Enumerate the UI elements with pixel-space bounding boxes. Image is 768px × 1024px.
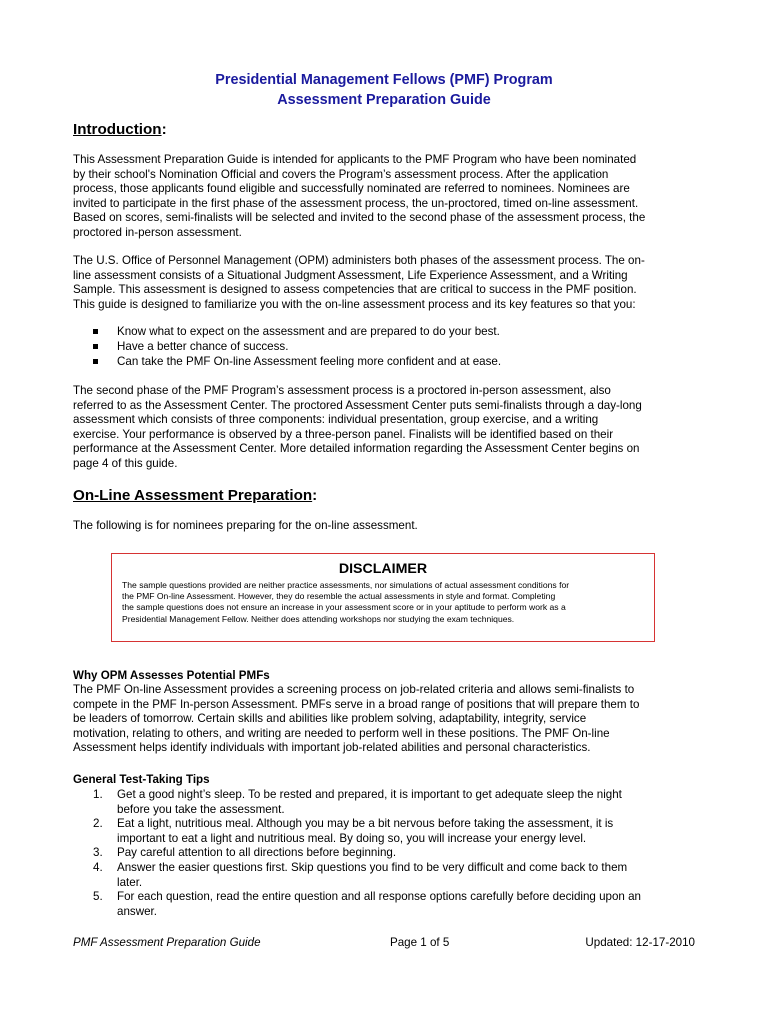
text-line: invited to participate in the first phase of the assessment process, the un-proctored, timed on-line assessment.	[73, 196, 639, 210]
list-item-number: 3.	[93, 846, 103, 860]
text-line: This Assessment Preparation Guide is intended for applicants to the PMF Program who have been nominated	[73, 153, 637, 166]
text-line: important to eat a light and nutritious meal. By doing so, you will increase your energy level.	[117, 831, 587, 845]
text-line: assessment which consists of three components: individual presentation, group exercise, and a writing	[73, 413, 599, 427]
text-line: Sample. This assessment is designed to assess competencies that are critical to success in the PMF position.	[73, 283, 637, 297]
list-item	[73, 861, 641, 890]
text-line: later.	[117, 875, 143, 889]
list-item	[73, 788, 641, 817]
text-line: Answer the easier questions first. Skip questions you find to be very difficult and come back to them	[117, 860, 628, 874]
text-line: The second phase of the PMF Program’s assessment process is a proctored in-person assessment, also	[73, 384, 611, 397]
footer-document-title: PMF Assessment Preparation Guide	[73, 936, 261, 949]
text-line: The U.S. Office of Personnel Management (OPM) administers both phases of the assessment process. The on-	[73, 254, 645, 267]
introduction-paragraph-2	[73, 254, 703, 312]
online-assessment-heading	[73, 487, 317, 504]
text-line: Presidential Management Fellow. Neither does attending workshops nor studying the exam techniques.	[122, 613, 515, 624]
list-item-text: Know what to expect on the assessment and are prepared to do your best.	[117, 325, 500, 338]
document-title	[0, 70, 768, 110]
square-bullet-icon	[93, 329, 98, 334]
text-line: For each question, read the entire question and all response options carefully before deciding upon an	[117, 890, 642, 904]
text-line: compete in the PMF In-person Assessment. PMFs serve in a broad range of positions that will prepare them to	[73, 697, 640, 711]
disclaimer-text	[122, 580, 654, 625]
test-tips-heading: General Test-Taking Tips	[73, 773, 210, 786]
list-item	[73, 890, 641, 919]
square-bullet-icon	[93, 359, 98, 364]
list-item-text: Can take the PMF On-line Assessment feeling more confident and at ease.	[117, 354, 502, 368]
why-opm-heading: Why OPM Assesses Potential PMFs	[73, 669, 270, 682]
title-line-1: Presidential Management Fellows (PMF) Program	[215, 72, 553, 88]
text-line: motivation, relating to others, and writing are needed to perform well in these positions. The PMF On-line	[73, 726, 610, 740]
online-assessment-heading-colon: :	[312, 487, 318, 504]
text-line: Eat a light, nutritious meal. Although you may be a bit nervous before taking the assessment, it is	[117, 817, 614, 831]
text-line: The PMF On-line Assessment provides a screening process on job-related criteria and allows semi-finalists to	[73, 683, 635, 696]
text-line: line assessment consists of a Situational Judgment Assessment, Life Experience Assessment, and a Writing	[73, 268, 628, 282]
text-line: Get a good night’s sleep. To be rested and prepared, it is important to get adequate sleep the night	[117, 788, 622, 801]
list-item-number: 4.	[93, 860, 103, 874]
list-item	[93, 355, 501, 370]
list-item-text: Have a better chance of success.	[117, 339, 289, 353]
text-line: by their school's Nomination Official and covers the Program’s assessment process. After the application	[73, 167, 609, 181]
online-assessment-heading-text: On-Line Assessment Preparation	[73, 487, 313, 504]
text-line: before you take the assessment.	[117, 802, 285, 816]
introduction-heading-text: Introduction	[73, 121, 162, 138]
list-item	[73, 846, 641, 861]
list-item-number: 2.	[93, 817, 103, 831]
introduction-heading-colon: :	[161, 121, 167, 138]
square-bullet-icon	[93, 344, 98, 349]
text-line: referred to as the Assessment Center. The proctored Assessment Center puts semi-finalists through a day-long	[73, 398, 642, 412]
introduction-paragraph-1	[73, 153, 703, 241]
online-intro	[73, 519, 703, 534]
text-line: Pay careful attention to all directions before beginning.	[117, 846, 397, 860]
list-item	[93, 340, 501, 355]
text-line: process, those applicants found eligible and successfully nominated are referred to nominees. Nominees are	[73, 182, 630, 196]
list-item	[93, 325, 501, 340]
list-item-number: 1.	[93, 788, 103, 801]
text-line: the sample questions does not ensure an increase in your assessment score or in your aptitude to perform work as a	[122, 602, 566, 613]
text-line: be leaders of tomorrow. Certain skills and abilities like problem solving, adaptability, integrity, service	[73, 712, 587, 726]
text-line: exercise. Your performance is observed by a three-person panel. Finalists will be identified based on their	[73, 427, 614, 441]
disclaimer-box	[111, 553, 655, 642]
text-line: This guide is designed to familiarize you with the on-line assessment process and its key features so that you:	[73, 297, 636, 311]
list-item-number: 5.	[93, 890, 103, 904]
text-line: page 4 of this guide.	[73, 456, 178, 470]
text-line: Based on scores, semi-finalists will be selected and invited to the second phase of the assessment process, the	[73, 211, 646, 225]
title-line-2: Assessment Preparation Guide	[277, 92, 491, 108]
page-footer	[73, 935, 695, 951]
text-line: performance at the Assessment Center. More detailed information regarding the Assessment Center begins on	[73, 442, 640, 456]
text-line: the PMF On-line Assessment. However, they do resemble the actual assessments in style and format. Completing	[122, 591, 556, 602]
introduction-paragraph-3	[73, 384, 703, 472]
list-item	[73, 817, 641, 846]
footer-updated-date: Updated: 12-17-2010	[585, 936, 695, 949]
introduction-heading	[73, 121, 167, 138]
bullet-list	[93, 325, 501, 369]
text-line: The sample questions provided are neither practice assessments, nor simulations of actual assessment conditions for	[122, 580, 570, 590]
test-tips-list	[73, 788, 641, 919]
text-line: proctored in-person assessment.	[73, 225, 242, 239]
footer-page-number: Page 1 of 5	[390, 936, 450, 949]
text-line: Assessment helps identify individuals with important job-related abilities and personal characteristics.	[73, 741, 591, 755]
text-line: answer.	[117, 904, 157, 918]
why-opm-paragraph	[73, 683, 703, 756]
text-line: The following is for nominees preparing for the on-line assessment.	[73, 519, 418, 532]
disclaimer-heading: DISCLAIMER	[338, 561, 428, 577]
